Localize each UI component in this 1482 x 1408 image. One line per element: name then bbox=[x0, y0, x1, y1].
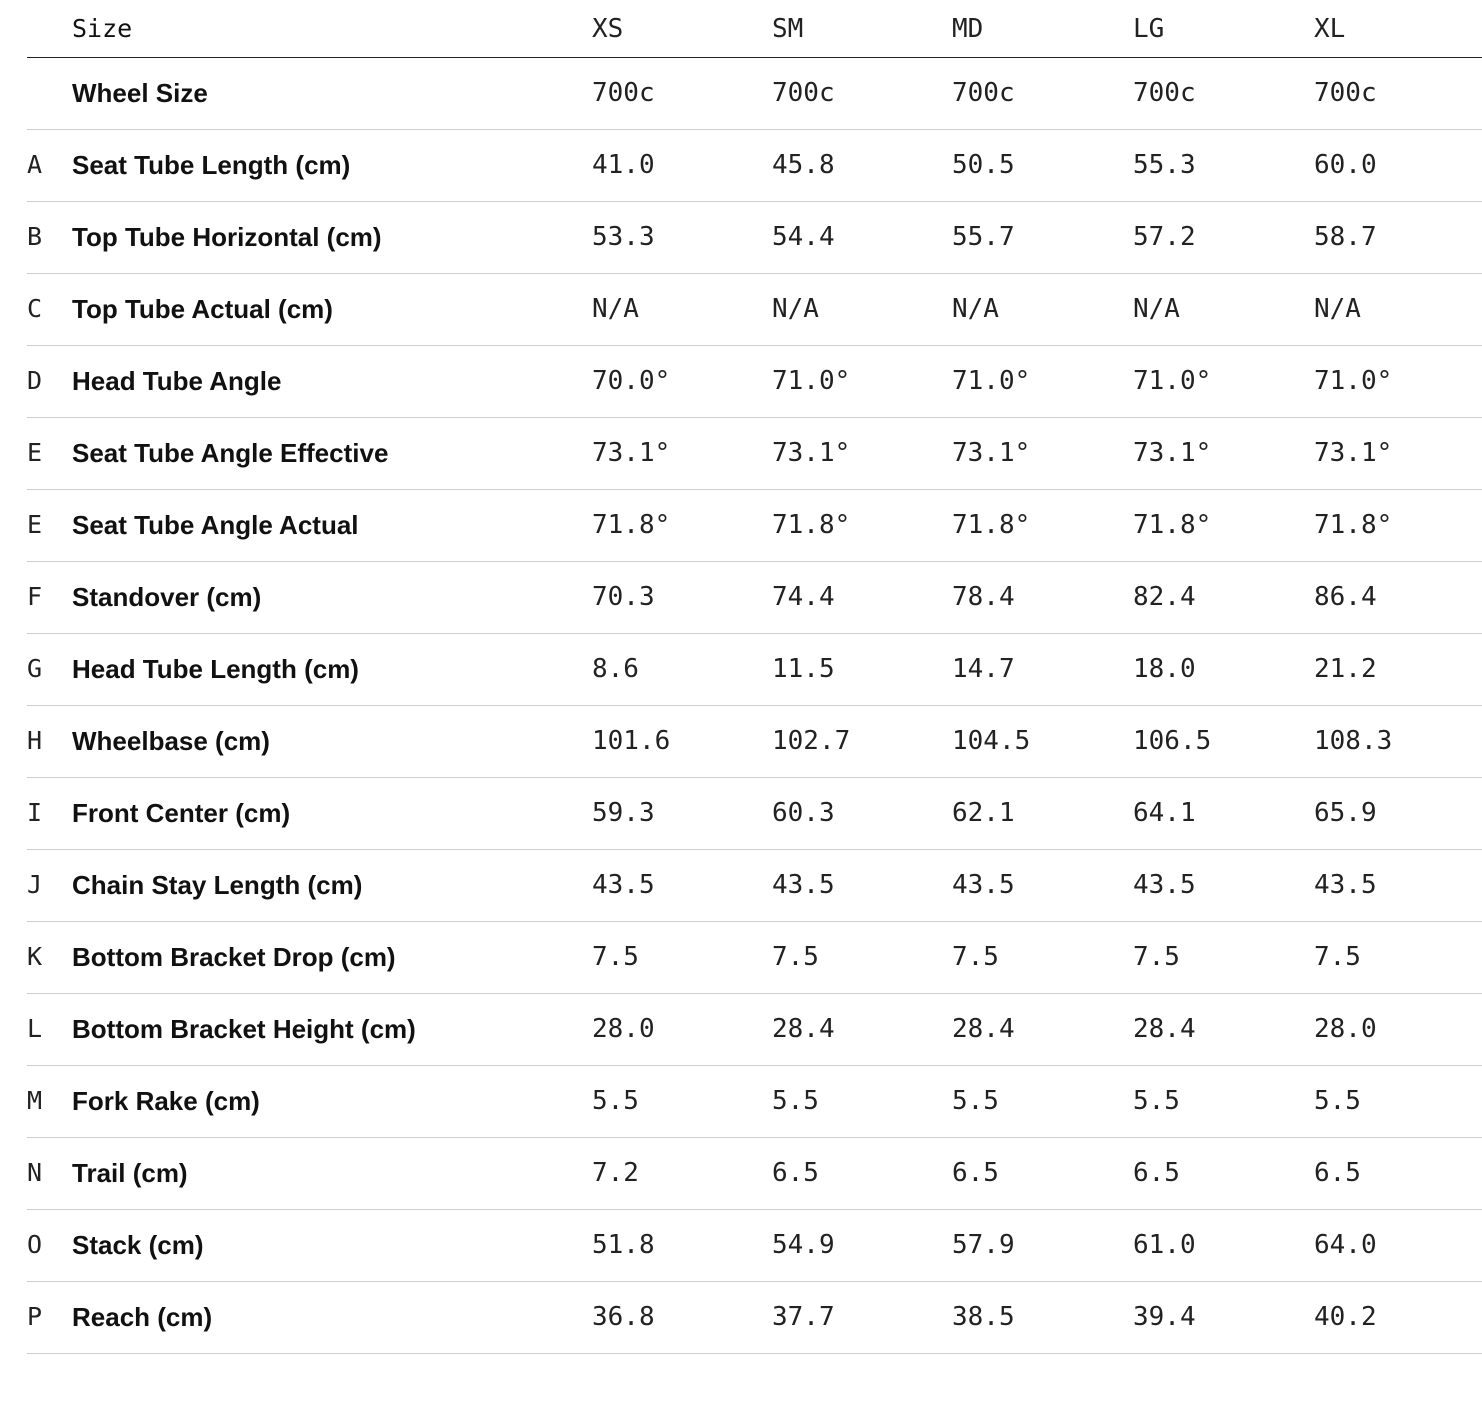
value-cell-md: 78.4 bbox=[952, 582, 1015, 612]
value-cell-lg: 5.5 bbox=[1133, 1086, 1180, 1116]
row-label: Head Tube Length (cm) bbox=[72, 654, 359, 684]
value-cell-sm: 73.1° bbox=[772, 438, 851, 468]
row-label: Chain Stay Length (cm) bbox=[72, 870, 363, 900]
row-label: Stack (cm) bbox=[72, 1230, 204, 1260]
value-cell-xl: 21.2 bbox=[1314, 654, 1377, 684]
value-cell-sm: 102.7 bbox=[772, 726, 851, 756]
value-cell-md: 6.5 bbox=[952, 1158, 999, 1188]
table-row bbox=[27, 634, 1482, 706]
row-letter: K bbox=[27, 942, 43, 971]
table-row bbox=[27, 58, 1482, 130]
table-row bbox=[27, 490, 1482, 562]
value-cell-xl: 71.8° bbox=[1314, 510, 1393, 540]
geometry-table bbox=[27, 0, 1482, 1354]
value-cell-xs: 71.8° bbox=[592, 510, 671, 540]
value-cell-md: 5.5 bbox=[952, 1086, 999, 1116]
value-cell-xs: 8.6 bbox=[592, 654, 639, 684]
value-cell-xs: 53.3 bbox=[592, 222, 655, 252]
value-cell-xs: 7.5 bbox=[592, 942, 639, 972]
value-cell-lg: 61.0 bbox=[1133, 1230, 1196, 1260]
value-cell-md: 104.5 bbox=[952, 726, 1031, 756]
table-row bbox=[27, 418, 1482, 490]
row-letter: B bbox=[27, 222, 43, 251]
table-body bbox=[27, 58, 1482, 1354]
row-label: Wheelbase (cm) bbox=[72, 726, 270, 756]
value-cell-md: 62.1 bbox=[952, 798, 1015, 828]
table-row bbox=[27, 778, 1482, 850]
value-cell-xl: 60.0 bbox=[1314, 150, 1377, 180]
value-cell-xs: 5.5 bbox=[592, 1086, 639, 1116]
table-row bbox=[27, 706, 1482, 778]
value-cell-xl: 28.0 bbox=[1314, 1014, 1377, 1044]
value-cell-md: 71.0° bbox=[952, 366, 1031, 396]
value-cell-xl: 7.5 bbox=[1314, 942, 1361, 972]
value-cell-sm: 7.5 bbox=[772, 942, 819, 972]
row-label: Top Tube Horizontal (cm) bbox=[72, 222, 382, 252]
value-cell-sm: 71.0° bbox=[772, 366, 851, 396]
row-letter: O bbox=[27, 1230, 43, 1259]
value-cell-md: 73.1° bbox=[952, 438, 1031, 468]
row-letter: L bbox=[27, 1014, 43, 1043]
value-cell-md: 50.5 bbox=[952, 150, 1015, 180]
size-header-lg: LG bbox=[1133, 14, 1165, 44]
table-row bbox=[27, 346, 1482, 418]
value-cell-md: 71.8° bbox=[952, 510, 1031, 540]
value-cell-sm: 11.5 bbox=[772, 654, 835, 684]
table-row bbox=[27, 922, 1482, 994]
value-cell-xl: 5.5 bbox=[1314, 1086, 1361, 1116]
value-cell-md: 57.9 bbox=[952, 1230, 1015, 1260]
value-cell-md: 14.7 bbox=[952, 654, 1015, 684]
value-cell-xl: 6.5 bbox=[1314, 1158, 1361, 1188]
value-cell-md: 7.5 bbox=[952, 942, 999, 972]
row-letter: A bbox=[27, 150, 43, 179]
table-row bbox=[27, 994, 1482, 1066]
table-row bbox=[27, 274, 1482, 346]
value-cell-lg: 64.1 bbox=[1133, 798, 1196, 828]
value-cell-xs: 51.8 bbox=[592, 1230, 655, 1260]
value-cell-xs: 700c bbox=[592, 78, 655, 108]
value-cell-lg: 82.4 bbox=[1133, 582, 1196, 612]
value-cell-sm: 700c bbox=[772, 78, 835, 108]
row-label: Seat Tube Angle Actual bbox=[72, 510, 359, 540]
value-cell-xs: 28.0 bbox=[592, 1014, 655, 1044]
table-row bbox=[27, 1210, 1482, 1282]
value-cell-lg: 71.8° bbox=[1133, 510, 1212, 540]
size-column-header: Size bbox=[72, 14, 133, 43]
value-cell-xl: N/A bbox=[1314, 294, 1361, 324]
value-cell-lg: 106.5 bbox=[1133, 726, 1212, 756]
row-letter: J bbox=[27, 870, 43, 899]
row-label: Top Tube Actual (cm) bbox=[72, 294, 333, 324]
value-cell-md: 28.4 bbox=[952, 1014, 1015, 1044]
value-cell-xl: 43.5 bbox=[1314, 870, 1377, 900]
value-cell-lg: 71.0° bbox=[1133, 366, 1212, 396]
value-cell-xs: 101.6 bbox=[592, 726, 671, 756]
table-row bbox=[27, 1138, 1482, 1210]
value-cell-sm: 6.5 bbox=[772, 1158, 819, 1188]
value-cell-xl: 58.7 bbox=[1314, 222, 1377, 252]
value-cell-xs: 7.2 bbox=[592, 1158, 639, 1188]
row-letter: I bbox=[27, 798, 43, 827]
value-cell-xl: 64.0 bbox=[1314, 1230, 1377, 1260]
value-cell-sm: 28.4 bbox=[772, 1014, 835, 1044]
row-label: Front Center (cm) bbox=[72, 798, 291, 828]
value-cell-xs: 41.0 bbox=[592, 150, 655, 180]
value-cell-xs: 70.0° bbox=[592, 366, 671, 396]
value-cell-xl: 700c bbox=[1314, 78, 1377, 108]
row-label: Wheel Size bbox=[72, 78, 208, 108]
table-header-row bbox=[27, 0, 1482, 58]
value-cell-lg: 39.4 bbox=[1133, 1302, 1196, 1332]
table-row bbox=[27, 562, 1482, 634]
value-cell-md: 38.5 bbox=[952, 1302, 1015, 1332]
value-cell-sm: N/A bbox=[772, 294, 819, 324]
value-cell-lg: 28.4 bbox=[1133, 1014, 1196, 1044]
row-label: Bottom Bracket Drop (cm) bbox=[72, 942, 396, 972]
value-cell-xs: 36.8 bbox=[592, 1302, 655, 1332]
value-cell-lg: 18.0 bbox=[1133, 654, 1196, 684]
row-letter: H bbox=[27, 726, 43, 755]
row-label: Seat Tube Angle Effective bbox=[72, 438, 389, 468]
row-letter: D bbox=[27, 366, 43, 395]
value-cell-xs: 59.3 bbox=[592, 798, 655, 828]
table-row bbox=[27, 130, 1482, 202]
value-cell-xs: N/A bbox=[592, 294, 639, 324]
row-letter: C bbox=[27, 294, 43, 323]
row-label: Seat Tube Length (cm) bbox=[72, 150, 351, 180]
row-label: Reach (cm) bbox=[72, 1302, 213, 1332]
size-header-xl: XL bbox=[1314, 14, 1346, 44]
value-cell-lg: 700c bbox=[1133, 78, 1196, 108]
value-cell-xs: 73.1° bbox=[592, 438, 671, 468]
value-cell-lg: 6.5 bbox=[1133, 1158, 1180, 1188]
value-cell-md: 700c bbox=[952, 78, 1015, 108]
value-cell-xl: 71.0° bbox=[1314, 366, 1393, 396]
value-cell-lg: 43.5 bbox=[1133, 870, 1196, 900]
row-letter: E bbox=[27, 438, 43, 467]
value-cell-xl: 108.3 bbox=[1314, 726, 1393, 756]
value-cell-md: N/A bbox=[952, 294, 999, 324]
row-letter: F bbox=[27, 582, 43, 611]
value-cell-lg: 57.2 bbox=[1133, 222, 1196, 252]
value-cell-xl: 65.9 bbox=[1314, 798, 1377, 828]
value-cell-xl: 73.1° bbox=[1314, 438, 1393, 468]
value-cell-sm: 45.8 bbox=[772, 150, 835, 180]
row-label: Fork Rake (cm) bbox=[72, 1086, 260, 1116]
size-header-sm: SM bbox=[772, 14, 804, 44]
row-letter: G bbox=[27, 654, 43, 683]
value-cell-lg: 55.3 bbox=[1133, 150, 1196, 180]
value-cell-sm: 60.3 bbox=[772, 798, 835, 828]
table-row bbox=[27, 202, 1482, 274]
table-row bbox=[27, 1282, 1482, 1354]
value-cell-sm: 43.5 bbox=[772, 870, 835, 900]
size-header-md: MD bbox=[952, 14, 984, 44]
row-label: Head Tube Angle bbox=[72, 366, 282, 396]
row-letter: M bbox=[27, 1086, 43, 1115]
value-cell-lg: N/A bbox=[1133, 294, 1180, 324]
value-cell-sm: 54.4 bbox=[772, 222, 835, 252]
value-cell-xl: 86.4 bbox=[1314, 582, 1377, 612]
value-cell-md: 43.5 bbox=[952, 870, 1015, 900]
value-cell-md: 55.7 bbox=[952, 222, 1015, 252]
value-cell-xs: 70.3 bbox=[592, 582, 655, 612]
value-cell-sm: 5.5 bbox=[772, 1086, 819, 1116]
value-cell-xl: 40.2 bbox=[1314, 1302, 1377, 1332]
size-header-xs: XS bbox=[592, 14, 624, 44]
row-label: Trail (cm) bbox=[72, 1158, 188, 1188]
value-cell-sm: 54.9 bbox=[772, 1230, 835, 1260]
row-label: Bottom Bracket Height (cm) bbox=[72, 1014, 416, 1044]
row-letter: N bbox=[27, 1158, 43, 1187]
value-cell-sm: 71.8° bbox=[772, 510, 851, 540]
row-label: Standover (cm) bbox=[72, 582, 262, 612]
value-cell-sm: 37.7 bbox=[772, 1302, 835, 1332]
row-letter: E bbox=[27, 510, 43, 539]
value-cell-lg: 73.1° bbox=[1133, 438, 1212, 468]
row-letter: P bbox=[27, 1302, 43, 1331]
value-cell-sm: 74.4 bbox=[772, 582, 835, 612]
value-cell-lg: 7.5 bbox=[1133, 942, 1180, 972]
table-row bbox=[27, 1066, 1482, 1138]
table-row bbox=[27, 850, 1482, 922]
value-cell-xs: 43.5 bbox=[592, 870, 655, 900]
